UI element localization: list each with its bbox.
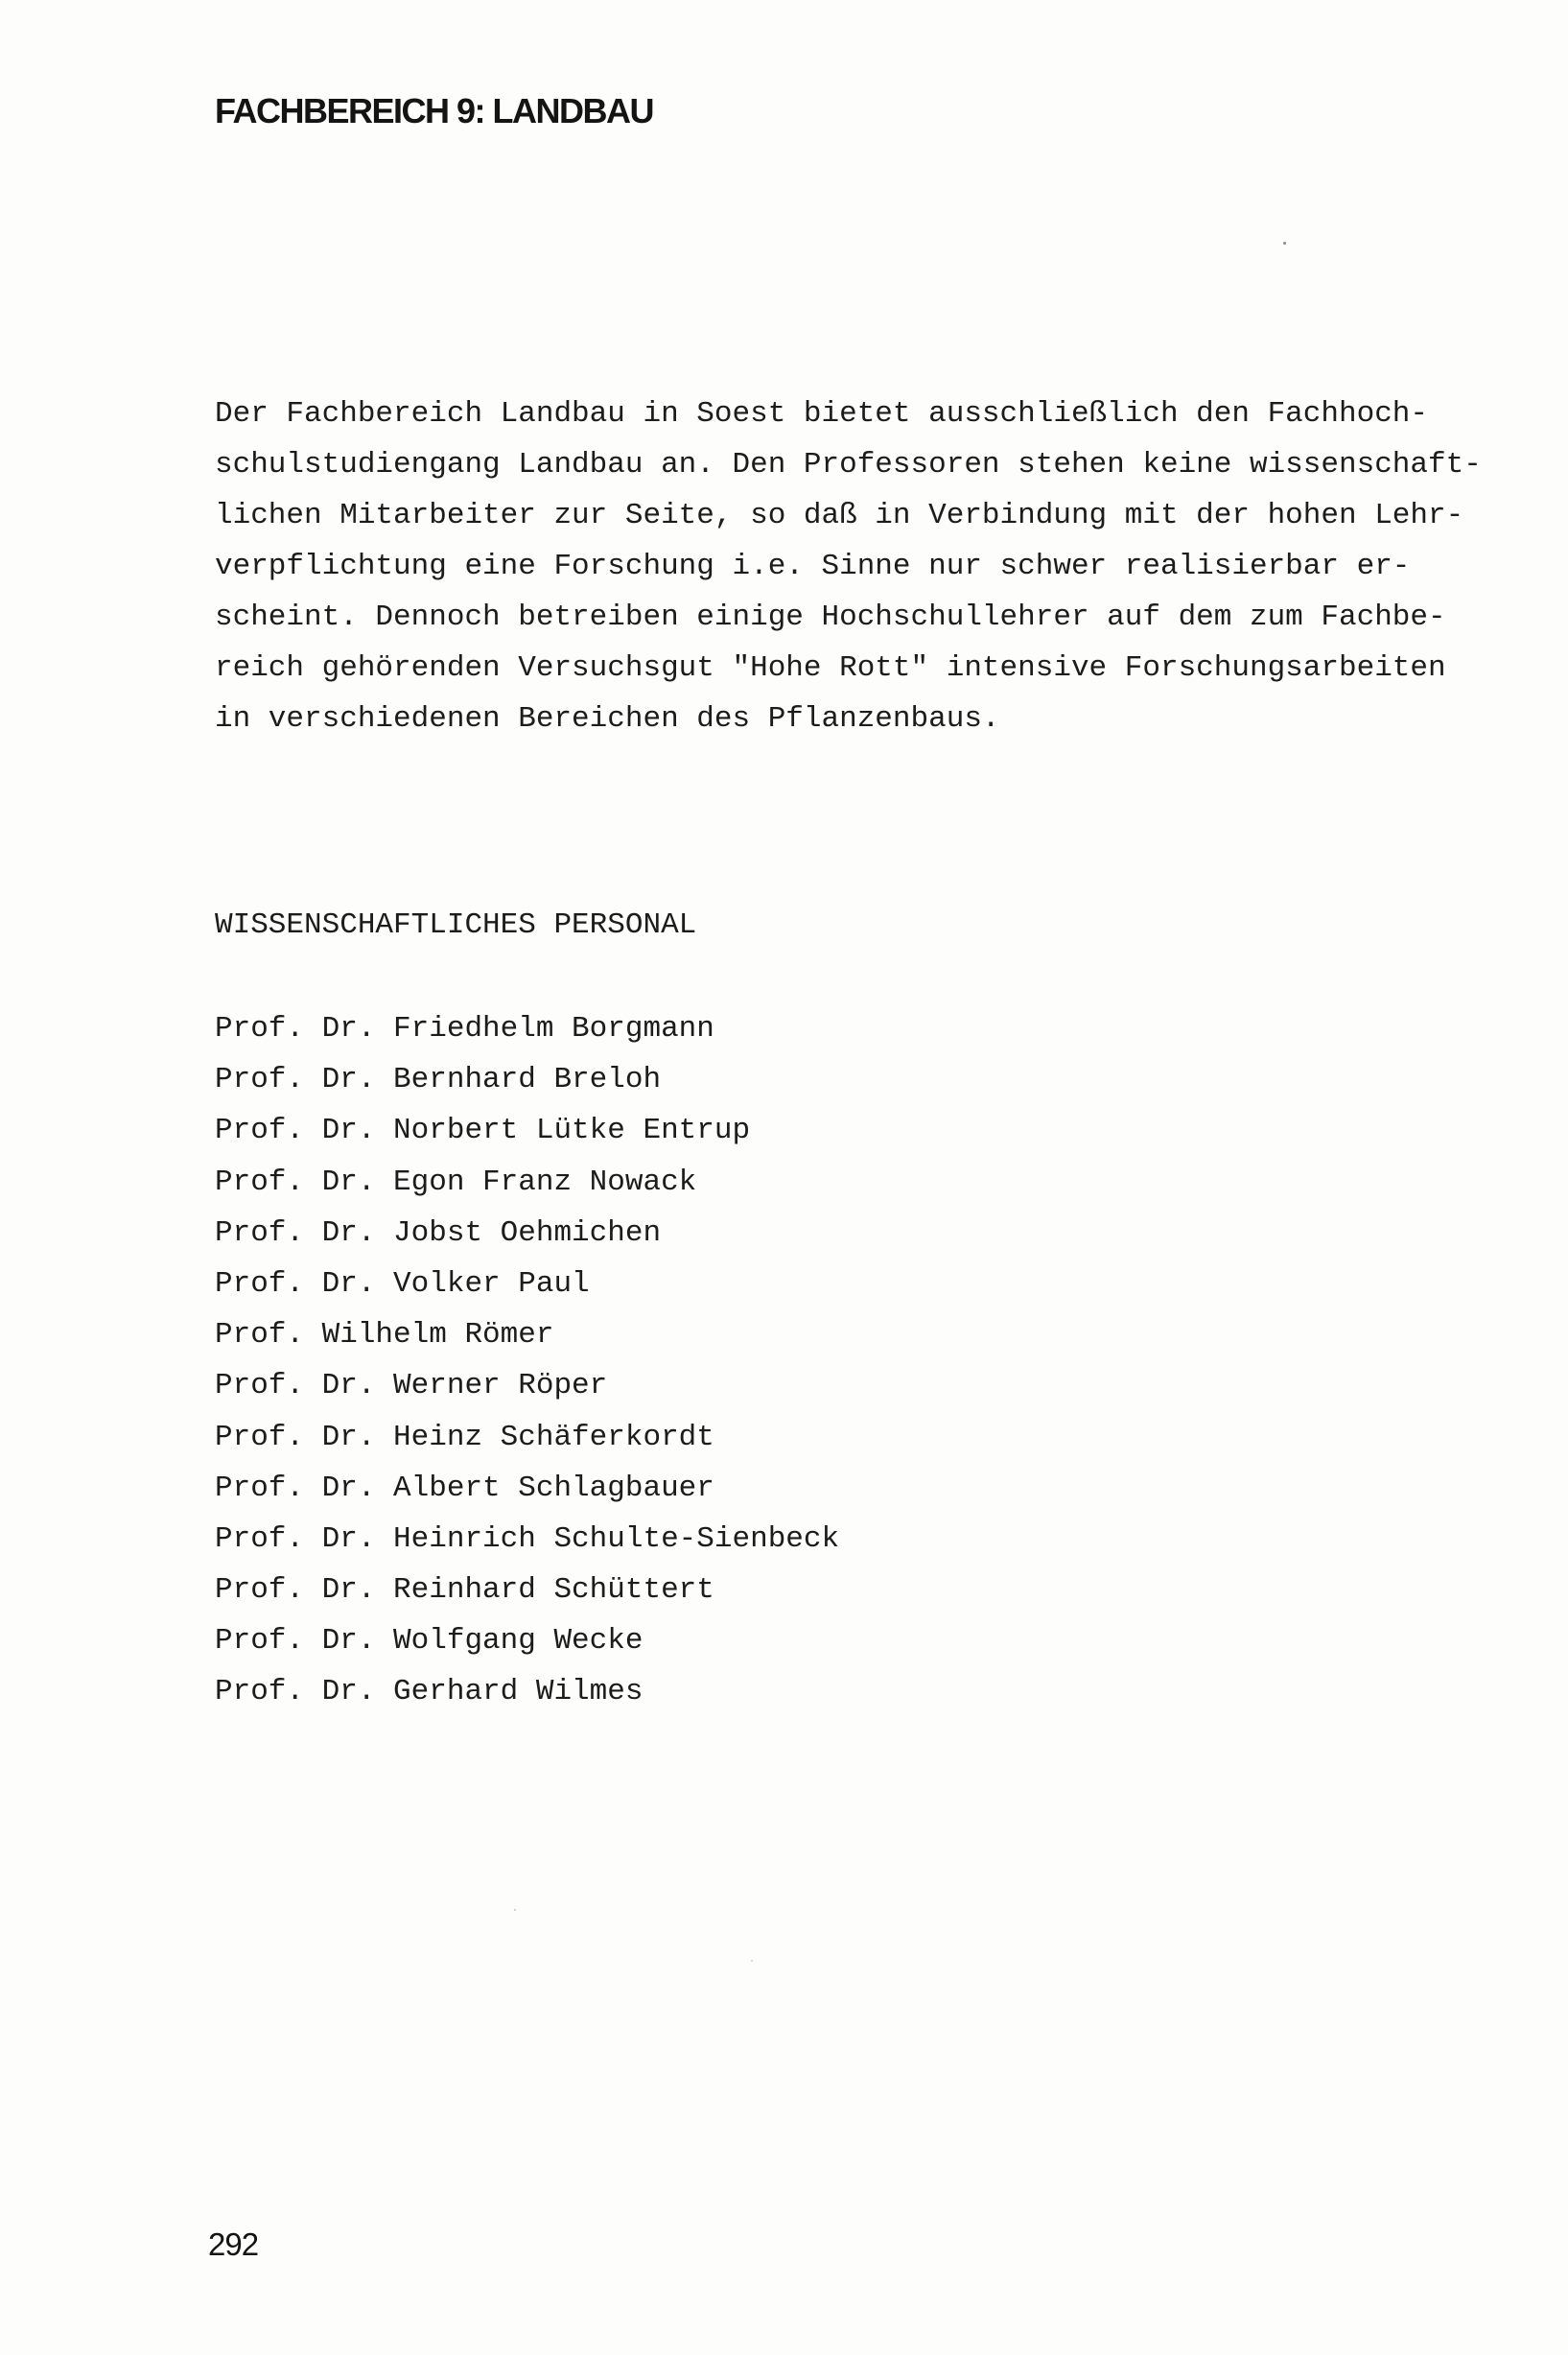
intro-line: lichen Mitarbeiter zur Seite, so daß in Verbindung mit der hohen Lehr- xyxy=(215,499,1464,532)
intro-line: verpflichtung eine Forschung i.e. Sinne nur schwer realisierbar er- xyxy=(215,550,1411,583)
intro-line: in verschiedenen Bereichen des Pflanzenbaus. xyxy=(215,702,1000,736)
staff-list-item: Prof. Dr. Reinhard Schüttert xyxy=(215,1573,714,1608)
staff-list-item: Prof. Dr. Friedhelm Borgmann xyxy=(215,1012,714,1046)
staff-list xyxy=(215,1003,839,1718)
staff-list-item: Prof. Dr. Bernhard Breloh xyxy=(215,1063,662,1097)
intro-line: scheint. Dennoch betreiben einige Hochschullehrer auf dem zum Fachbe- xyxy=(215,601,1446,634)
staff-list-item: Prof. Dr. Heinz Schäferkordt xyxy=(215,1420,714,1454)
scan-speck xyxy=(514,1909,516,1911)
staff-list-item: Prof. Dr. Wolfgang Wecke xyxy=(215,1624,644,1659)
page-title: FACHBEREICH 9: LANDBAU xyxy=(215,91,654,130)
staff-list-item: Prof. Dr. Egon Franz Nowack xyxy=(215,1165,697,1199)
staff-list-item: Prof. Wilhelm Römer xyxy=(215,1318,554,1353)
staff-list-item: Prof. Dr. Norbert Lütke Entrup xyxy=(215,1114,751,1148)
staff-list-item: Prof. Dr. Werner Röper xyxy=(215,1369,608,1403)
staff-list-item: Prof. Dr. Albert Schlagbauer xyxy=(215,1471,714,1505)
staff-list-item: Prof. Dr. Heinrich Schulte-Sienbeck xyxy=(215,1521,840,1556)
page-number: 292 xyxy=(208,2226,259,2262)
intro-line: reich gehörenden Versuchsgut "Hohe Rott" intensive Forschungsarbeiten xyxy=(215,651,1446,685)
scan-speck xyxy=(751,1960,753,1962)
intro-paragraph xyxy=(215,389,1482,744)
section-heading-personnel: WISSENSCHAFTLICHES PERSONAL xyxy=(215,908,697,942)
staff-list-item: Prof. Dr. Gerhard Wilmes xyxy=(215,1675,644,1709)
scan-speck xyxy=(1283,242,1286,245)
staff-list-item: Prof. Dr. Jobst Oehmichen xyxy=(215,1215,662,1250)
intro-line: schulstudiengang Landbau an. Den Professoren stehen keine wissenschaft- xyxy=(215,448,1482,482)
intro-line: Der Fachbereich Landbau in Soest bietet ausschließlich den Fachhoch- xyxy=(215,397,1429,431)
staff-list-item: Prof. Dr. Volker Paul xyxy=(215,1266,590,1301)
